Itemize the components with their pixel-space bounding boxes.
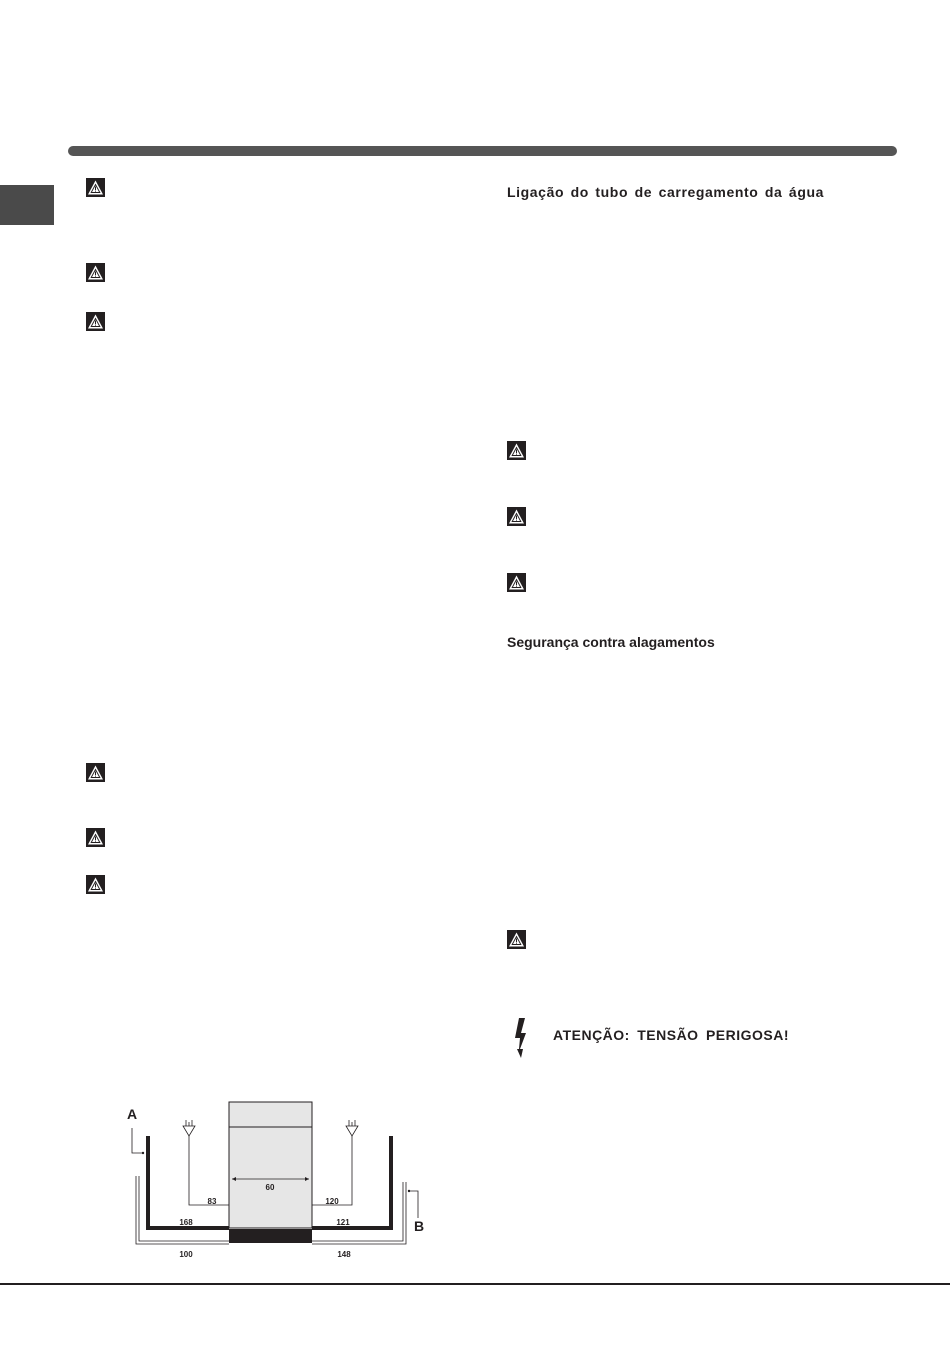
lightning-bolt-icon	[511, 1016, 533, 1060]
hose-b-left-inner	[139, 1176, 229, 1241]
top-rule	[68, 146, 897, 156]
hose-length-diagram	[120, 1098, 440, 1268]
warning-triangle-icon	[507, 507, 526, 526]
width-label: 60	[265, 1183, 275, 1192]
bottom-rule	[0, 1283, 950, 1285]
hose-a-right	[312, 1136, 391, 1228]
warning-triangle-icon	[86, 875, 105, 894]
hose-b-right-length: 148	[337, 1250, 351, 1259]
right-outlet-icon	[346, 1126, 358, 1136]
warning-triangle-icon	[86, 263, 105, 282]
right-outlet-height: 120	[325, 1197, 339, 1206]
label-b: B	[414, 1218, 425, 1234]
warning-triangle-icon	[507, 573, 526, 592]
warning-triangle-icon	[86, 763, 105, 782]
water-inlet-heading: Ligação do tubo de carregamento da água	[507, 184, 825, 200]
warning-triangle-icon	[86, 178, 105, 197]
warning-triangle-icon	[507, 441, 526, 460]
hose-a-left-length: 168	[179, 1218, 193, 1227]
hose-a-left	[148, 1136, 229, 1228]
label-a: A	[127, 1106, 138, 1122]
language-tab	[0, 185, 54, 225]
danger-voltage-warning: ATENÇÃO: TENSÃO PERIGOSA!	[553, 1027, 790, 1043]
appliance	[229, 1102, 312, 1243]
left-outlet-line	[189, 1122, 229, 1205]
left-outlet-height: 83	[207, 1197, 217, 1206]
right-outlet-line	[312, 1122, 352, 1205]
warning-triangle-icon	[507, 930, 526, 949]
flood-safety-heading: Segurança contra alagamentos	[507, 634, 715, 650]
warning-triangle-icon	[86, 312, 105, 331]
hose-b-left-length: 100	[179, 1250, 193, 1259]
hose-a-right-length: 121	[336, 1218, 350, 1227]
left-outlet-icon	[183, 1126, 195, 1136]
warning-triangle-icon	[86, 828, 105, 847]
